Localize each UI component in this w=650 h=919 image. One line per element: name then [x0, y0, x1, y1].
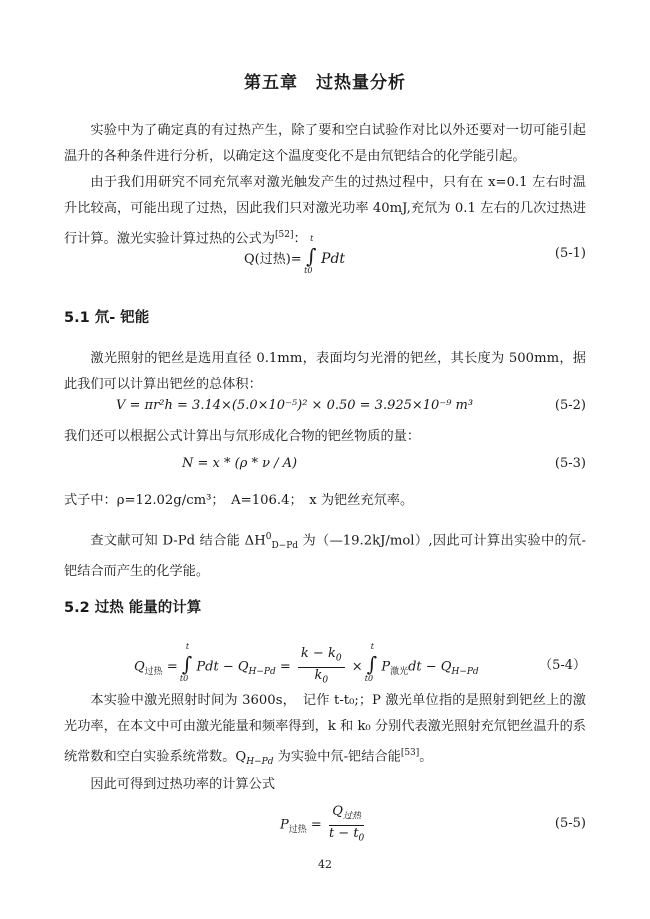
section-5-1-paragraph-1: 激光照射的钯丝是选用直径 0.1mm，表面均匀光滑的钯丝，其长度为 500mm，据此我们可以计算出钯丝的总体积： [64, 351, 586, 392]
section-5-2-paragraph-1 [64, 688, 586, 775]
eq4-tail2-sub: H−Pd [451, 667, 479, 678]
p4-sup: 0 [265, 532, 272, 542]
eq4-lhs-sub: 过热 [144, 667, 163, 678]
eq4-mid-sub: H−Pd [248, 667, 276, 678]
eq5-lhs: P [280, 817, 289, 833]
eq4-tail: P [381, 659, 391, 675]
intro-paragraph-2-text: 由于我们用研究不同充氘率对激光触发产生的过热过程中，只有在 x=0.1 左右时温升比较高，可能出现了过热，因此我们只对激光功率 40mJ,充氘为 0.1 左右的几次过热进行计算。激光实验计算过热的公式为 [64, 175, 586, 247]
section-5-1-paragraph-3: 式子中：ρ=12.02g/cm³； A=106.4； x 为钯丝充氘率。 [64, 493, 414, 508]
eq5-num: Q [332, 804, 343, 819]
eq4-frac-num: k − k [300, 646, 336, 661]
integral-sign: ∫ t t0 [304, 234, 317, 275]
eq5-lhs-sub: 过热 [288, 825, 307, 836]
eq1-number: (5-1) [554, 246, 586, 261]
p4-sub: D−Pd [271, 541, 299, 552]
eq4-frac-num-sub: 0 [335, 653, 342, 664]
eq4-fraction [298, 646, 345, 688]
section-5-2-paragraph-2: 因此可得到过热功率的计算公式 [90, 777, 276, 792]
page-number: 42 [318, 858, 332, 871]
eq4-mid: Pdt − Q [196, 659, 249, 675]
section-5-1-paragraph-2: 我们还可以根据公式计算出与氘形成化合物的钯丝物质的量： [64, 429, 421, 444]
equation-5-5: $P_{过热}$ = $\frac{Q_{过热}}{t - t_0}$ (5-5) [64, 804, 586, 844]
eq4-integral-2: ∫ t t0 [364, 641, 378, 683]
p4-text-a: 查文献可知 D-Pd 结合能 ΔH [90, 533, 266, 549]
intro-paragraph-2-end: ： [293, 231, 307, 247]
eq4-tail2: dt − Q [408, 659, 452, 675]
eq5-fraction [329, 804, 364, 846]
equation-5-4: $Q_{过热}$ = ∫ t t0 Pdt − $Q_{H-Pd}$ = $\frac{k - k_0}{k_0}$ × ∫ t t0 $P_{激光}dt - Q_{H-Pd}$ （5-4） [64, 640, 586, 684]
s2p1-end: 为实验中氘-钯结合能 [273, 749, 401, 765]
section-5-2-heading: 5.2 过热 能量的计算 [64, 600, 202, 616]
intro-paragraph-1: 实验中为了确定真的有过热产生，除了要和空白试验作对比以外还要对一切可能引起温升的各种条件进行分析，以确定这个温度变化不是由氘钯结合的化学能引起。 [64, 123, 586, 164]
s2p1-sub: H−Pd [246, 757, 274, 768]
eq4-integral-1: ∫ t t0 [179, 641, 193, 683]
eq5-den-sub: 0 [358, 833, 365, 844]
eq2-number: (5-2) [554, 398, 586, 413]
eq4-upper-2: t [370, 641, 374, 651]
eq2-body: V = πr²h = 3.14×(5.0×10⁻⁵)² × 0.50 = 3.925×10⁻⁹ m³ [116, 398, 474, 413]
section-5-1-heading: 5.1 氘- 钯能 [64, 310, 150, 326]
equation-5-3 [64, 456, 586, 490]
eq4-frac-den: k [314, 667, 323, 683]
eq1-integrand: Pdt [321, 251, 346, 267]
eq5-den: t − t [328, 825, 359, 841]
eq1-lower-limit: t0 [304, 266, 313, 275]
eq3-number: (5-3) [554, 456, 586, 471]
eq5-num-sub: 过热 [342, 811, 361, 822]
eq4-frac-den-sub: 0 [322, 675, 329, 686]
p4-text-b: 为（—19.2kJ/mol）,因此可计算出实验中的氘-钯结合而产生的化学能。 [64, 533, 586, 580]
eq4-number: （5-4） [539, 658, 586, 673]
eq3-body: N = x * (ρ * ν / A) [182, 456, 298, 471]
eq4-lower-1: t0 [179, 673, 189, 683]
eq4-tail-sub: 激光 [390, 667, 409, 678]
eq4-upper-1: t [185, 641, 190, 651]
eq1-upper-limit: t [310, 234, 314, 243]
eq5-number: (5-5) [554, 816, 586, 831]
chapter-title: 第五章 过热量分析 [244, 73, 406, 93]
s2p1-end2: 。 [419, 749, 433, 765]
citation-52: [52] [275, 230, 294, 240]
eq1-lhs: Q(过热)= [244, 252, 302, 267]
eq4-lhs: Q [134, 659, 145, 675]
section-5-1-paragraph-4 [64, 524, 586, 585]
citation-53: [53] [400, 748, 420, 758]
eq4-lower-2: t0 [364, 673, 374, 683]
s2p1-text: 本实验中激光照射时间为 3600s， 记作 t-t₀;；P 激光单位指的是照射到钯丝上的激光功率，在本文中可由激光能量和频率得到，k 和 k₀ 分别代表激光照射充氘钯丝温升的系统常数和空白实验系统常数。Q [64, 693, 586, 765]
